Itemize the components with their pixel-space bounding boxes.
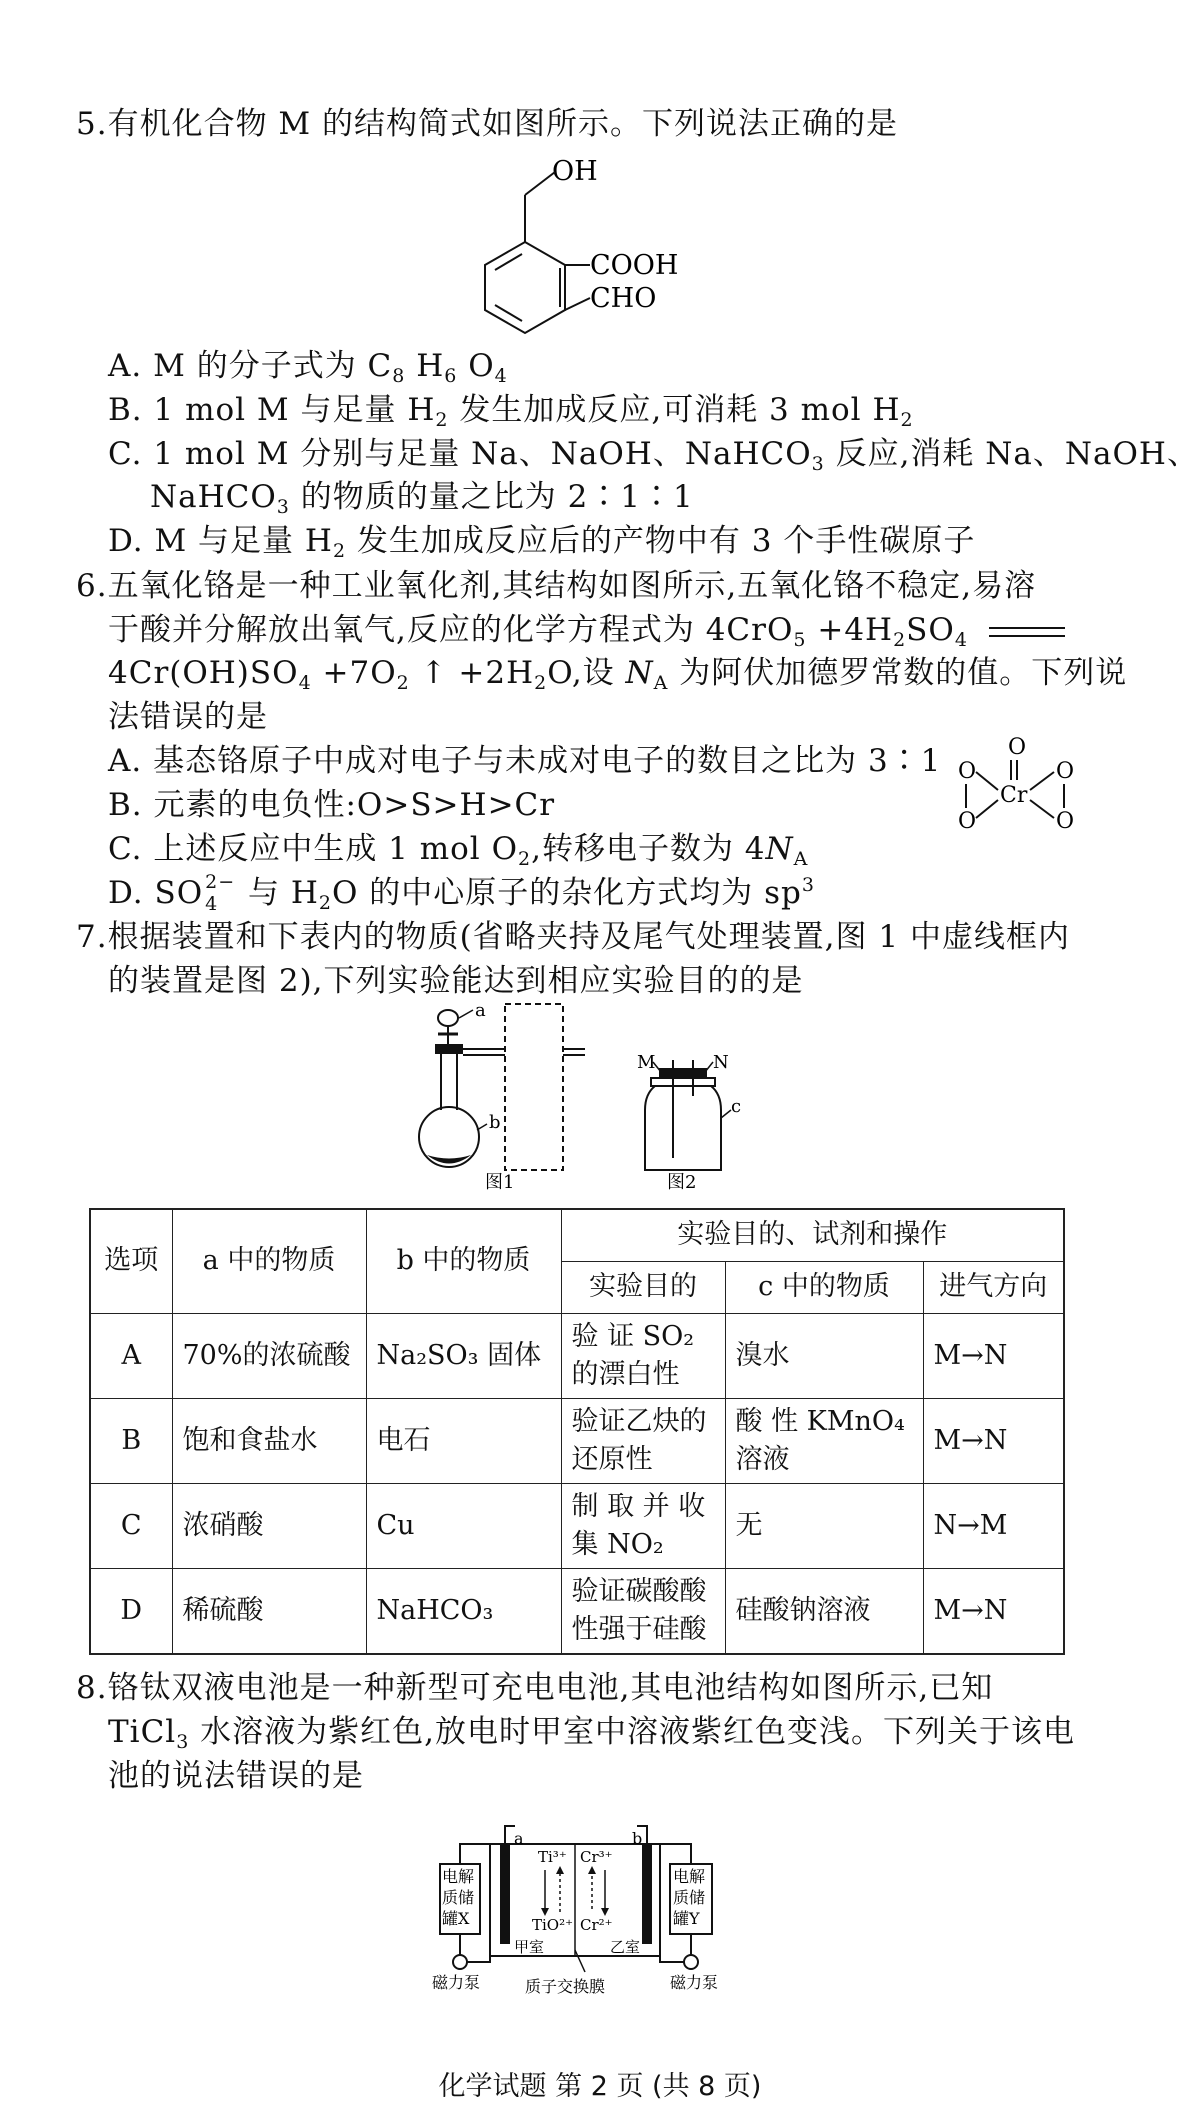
ti3-label: Ti³⁺ (538, 1848, 567, 1866)
o-right-top: O (1056, 759, 1075, 784)
pump2-label: 磁力泵 (670, 1973, 719, 1992)
o-top: O (1008, 735, 1027, 760)
cell-b: Cu (366, 1483, 561, 1568)
table-row (90, 1313, 1064, 1398)
cell-purpose: 验证乙炔的 还原性 (561, 1398, 725, 1483)
table-row (90, 1398, 1064, 1483)
membrane-label: 质子交换膜 (525, 1977, 606, 1996)
cell-a: 70%的浓硫酸 (172, 1313, 366, 1398)
header-c: c 中的物质 (725, 1261, 923, 1313)
cr3-label: Cr³⁺ (580, 1848, 613, 1866)
cell-option: B (90, 1398, 172, 1483)
cell-b: 电石 (366, 1398, 561, 1483)
label-n: N (713, 1052, 729, 1073)
double-equals-sign (987, 622, 1067, 642)
q6-option-a: A. 基态铬原子中成对电子与未成对电子的数目之比为 3∶1 (108, 743, 942, 779)
tank-x-line1: 电解 (442, 1867, 475, 1886)
tank-y-line2: 质储 (673, 1888, 706, 1907)
cell-direction: M→N (923, 1568, 1064, 1654)
cell-direction: N→M (923, 1483, 1064, 1568)
struct-cho-label: CHO (590, 283, 657, 314)
tio-label: TiO²⁺ (532, 1916, 574, 1934)
table-row (90, 1568, 1064, 1654)
cro5-structure (950, 728, 1090, 838)
header-purpose: 实验目的 (561, 1261, 725, 1313)
cell-option: C (90, 1483, 172, 1568)
fig2-caption: 图2 (667, 1172, 697, 1190)
q5-option-c-line1: C. 1 mol M 分别与足量 Na、NaOH、NaHCO$_3$ 反应,消耗 Na、NaOH、 (108, 436, 1199, 475)
q6-option-b: B. 元素的电负性:O>S>H>Cr (108, 787, 556, 823)
experiment-table (89, 1208, 1065, 1655)
q5-structure (470, 150, 730, 340)
q5-option-c-line2: NaHCO$_3$ 的物质的量之比为 2∶1∶1 (150, 479, 694, 518)
cell-c: 硅酸钠溶液 (725, 1568, 923, 1654)
q6-option-c: C. 上述反应中生成 1 mol $O_2$,转移电子数为 $4N_A$ (108, 831, 809, 870)
cell-b: NaHCO₃ (366, 1568, 561, 1654)
cell-direction: M→N (923, 1398, 1064, 1483)
o-left-top: O (958, 759, 977, 784)
label-m: M (637, 1052, 656, 1073)
struct-oh-label: OH (552, 156, 598, 187)
label-b: b (489, 1112, 501, 1133)
q6-stem-line3: $4Cr(OH)SO_4 +7O_2$ ↑ $+2H_2O$,设 $N_A$ 为阿伏加德罗常数的值。下列说 (108, 655, 1128, 694)
o-left-bottom: O (958, 809, 977, 834)
label-a: a (475, 1000, 486, 1021)
cell-purpose: 验 证 SO₂ 的漂白性 (561, 1313, 725, 1398)
q8-stem-line2: TiCl$_3$ 水溶液为紫红色,放电时甲室中溶液紫红色变浅。下列关于该电 (108, 1714, 1076, 1753)
header-option: 选项 (90, 1209, 172, 1313)
q6-stem-line2: 于酸并分解放出氧气,反应的化学方程式为 $4CrO_5 +4H_2SO_4$ (108, 612, 968, 651)
q6-stem-line4: 法错误的是 (108, 699, 268, 735)
cell-a: 浓硝酸 (172, 1483, 366, 1568)
cell-purpose: 验证碳酸酸 性强于硅酸 (561, 1568, 725, 1654)
electrode-a-label: a (514, 1829, 524, 1848)
fig1-caption: 图1 (485, 1172, 515, 1190)
pump1-label: 磁力泵 (432, 1973, 481, 1992)
battery-diagram (420, 1800, 750, 2005)
tank-y-line1: 电解 (673, 1867, 706, 1886)
cell-c: 无 (725, 1483, 923, 1568)
q8-stem-line1: 8.铬钛双液电池是一种新型可充电电池,其电池结构如图所示,已知 (76, 1670, 994, 1706)
o-right-bottom: O (1056, 809, 1075, 834)
cr2-label: Cr²⁺ (580, 1916, 613, 1934)
q6-stem-line1: 6.五氧化铬是一种工业氧化剂,其结构如图所示,五氧化铬不稳定,易溶 (76, 568, 1037, 604)
header-a: a 中的物质 (172, 1209, 366, 1313)
cell-purpose: 制 取 并 收 集 NO₂ (561, 1483, 725, 1568)
tank-x-line3: 罐X (442, 1909, 470, 1928)
room2-label: 乙室 (610, 1938, 641, 1956)
q7-stem-line2: 的装置是图 2),下列实验能达到相应实验目的的是 (108, 963, 804, 999)
q8-stem-line3: 池的说法错误的是 (108, 1758, 364, 1794)
cell-c: 溴水 (725, 1313, 923, 1398)
cell-a: 饱和食盐水 (172, 1398, 366, 1483)
q6-option-d: D. SO 2− 4 与 $H_2O$ 的中心原子的杂化方式均为 $sp^3$ (108, 870, 815, 915)
cr-center: Cr (1000, 783, 1028, 808)
room1-label: 甲室 (514, 1938, 545, 1956)
header-direction: 进气方向 (923, 1261, 1064, 1313)
header-b: b 中的物质 (366, 1209, 561, 1313)
q5-stem: 5.有机化合物 M 的结构简式如图所示。下列说法正确的是 (76, 106, 899, 142)
tank-x-line2: 质储 (442, 1888, 475, 1907)
q5-option-a: A. M 的分子式为 $C_8$ $H_6$ $O_4$ (108, 348, 508, 387)
q7-stem-line1: 7.根据装置和下表内的物质(省略夹持及尾气处理装置,图 1 中虚线框内 (76, 919, 1070, 955)
cell-option: A (90, 1313, 172, 1398)
label-c: c (731, 1096, 742, 1117)
table-row (90, 1483, 1064, 1568)
header-group: 实验目的、试剂和操作 (561, 1209, 1064, 1261)
tank-y-line3: 罐Y (673, 1909, 700, 1928)
q5-option-b: B. 1 mol M 与足量 $H_2$ 发生加成反应,可消耗 3 mol $H_2$ (108, 392, 914, 431)
cell-c: 酸 性 KMnO₄ 溶液 (725, 1398, 923, 1483)
cell-a: 稀硫酸 (172, 1568, 366, 1654)
cell-option: D (90, 1568, 172, 1654)
cell-direction: M→N (923, 1313, 1064, 1398)
struct-cooh-label: COOH (590, 250, 679, 281)
apparatus-figure (415, 1000, 745, 1190)
cell-b: Na₂SO₃ 固体 (366, 1313, 561, 1398)
electrode-b-label: b (632, 1829, 643, 1848)
q5-option-d: D. M 与足量 $H_2$ 发生加成反应后的产物中有 3 个手性碳原子 (108, 523, 976, 562)
page-footer: 化学试题 第 2 页 (共 8 页) (438, 2071, 762, 2102)
